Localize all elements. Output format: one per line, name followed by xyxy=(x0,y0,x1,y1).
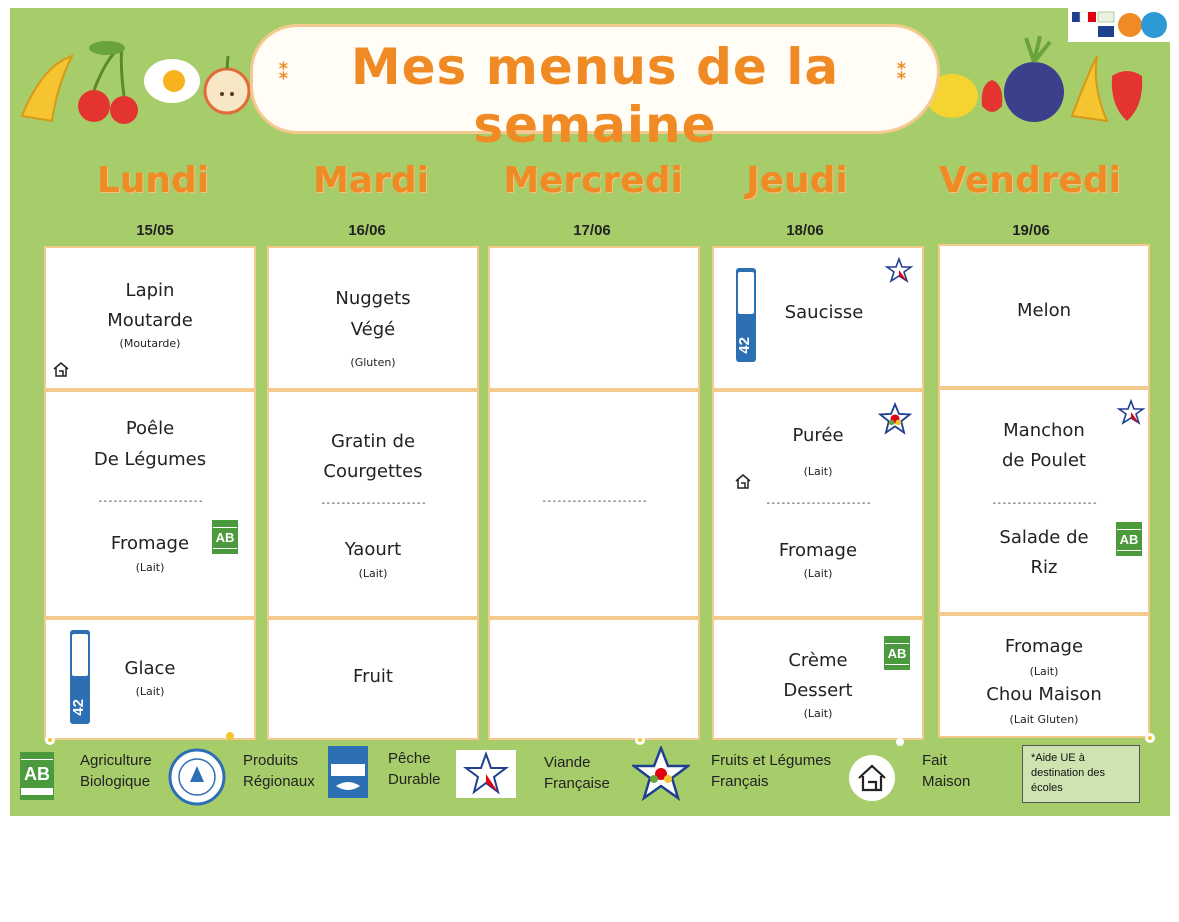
page-title: Mes menus de la semaine xyxy=(350,38,840,154)
dish-name: Glace xyxy=(124,658,176,679)
regional-tag-icon: 42 xyxy=(736,268,756,362)
dish-name: Salade de xyxy=(999,527,1089,548)
viandes-de-france-icon xyxy=(1116,398,1146,428)
dish-name: Riz xyxy=(1030,557,1058,578)
day-name-vendredi: Vendredi xyxy=(939,160,1121,201)
legend-label-bio: Agriculture Biologique xyxy=(80,752,152,790)
day-date-mercredi: 17/06 xyxy=(573,222,611,239)
vendredi-starter-cell xyxy=(938,244,1150,388)
allergen-info: (Lait) xyxy=(803,567,833,580)
dish-name: Melon xyxy=(1016,300,1072,321)
day-name-jeudi: Jeudi xyxy=(746,160,848,201)
house-icon xyxy=(52,360,70,378)
mardi-main-cell xyxy=(267,390,479,618)
dish-name: de Poulet xyxy=(1002,450,1086,471)
dish-name: Dessert xyxy=(783,680,853,701)
ab-badge-icon: AB xyxy=(884,636,910,670)
dish-name: Crème xyxy=(788,650,848,671)
house-icon xyxy=(848,754,896,802)
allergen-info: (Moutarde) xyxy=(119,337,181,350)
separator: --------------------- xyxy=(97,496,203,507)
dish-name: Saucisse xyxy=(784,302,864,323)
dish-name: Fromage xyxy=(1004,636,1084,657)
dish-name: Lapin xyxy=(125,280,175,301)
title-decoration-right: ⁑ xyxy=(896,60,908,85)
region-logo-icon xyxy=(168,748,226,806)
dish-name: Gratin de xyxy=(330,431,416,452)
legend-label-sustainable-fishing: Pêche Durable xyxy=(388,750,441,788)
lundi-main-cell xyxy=(44,390,256,618)
day-date-vendredi: 19/06 xyxy=(1012,222,1050,239)
dish-name: Nuggets xyxy=(335,288,411,309)
allergen-info: (Lait Gluten) xyxy=(1009,713,1079,726)
day-name-mercredi: Mercredi xyxy=(503,160,683,201)
allergen-info: (Lait) xyxy=(358,567,388,580)
viandes-de-france-icon xyxy=(456,750,516,798)
eu-aid-note: *Aide UE à destination des écoles xyxy=(1022,745,1140,803)
ab-logo-icon: AB xyxy=(20,752,54,800)
dish-name: Yaourt xyxy=(344,539,402,560)
day-date-lundi: 15/05 xyxy=(136,222,174,239)
regional-tag-icon: 42 xyxy=(70,630,90,724)
flowers-decoration xyxy=(10,718,1170,748)
day-name-mardi: Mardi xyxy=(313,160,429,201)
separator: --------------------- xyxy=(320,498,426,509)
separator: --------------------- xyxy=(991,498,1097,509)
dish-name: De Légumes xyxy=(93,449,207,470)
legend-label-french-produce: Fruits et Légumes Français xyxy=(711,752,832,790)
mercredi-main-cell xyxy=(488,390,700,618)
vendredi-main-cell xyxy=(938,388,1150,614)
fruits-right-illustration xyxy=(922,36,1152,126)
fruits-legumes-de-france-icon xyxy=(878,402,912,436)
mardi-starter-cell xyxy=(267,246,479,390)
fruits-left-illustration xyxy=(12,36,252,126)
allergen-info: (Lait) xyxy=(135,561,165,574)
day-name-lundi: Lundi xyxy=(96,160,210,201)
day-date-jeudi: 18/06 xyxy=(786,222,824,239)
legend-label-french-meat: Viande Française xyxy=(544,754,610,792)
allergen-info: (Lait) xyxy=(135,685,165,698)
allergen-info: (Lait) xyxy=(803,465,833,478)
mercredi-starter-cell xyxy=(488,246,700,390)
fruits-legumes-de-france-icon xyxy=(632,746,690,802)
dish-name: Végé xyxy=(350,319,396,340)
separator: --------------------- xyxy=(541,496,647,507)
day-date-mardi: 16/06 xyxy=(348,222,386,239)
dish-name: Manchon xyxy=(1003,420,1085,441)
separator: --------------------- xyxy=(765,498,871,509)
dish-name: Fromage xyxy=(778,540,858,561)
legend-label-regional: Produits Régionaux xyxy=(243,752,315,790)
ab-badge-icon: AB xyxy=(212,520,238,554)
lundi-starter-cell xyxy=(44,246,256,390)
dish-name: Fromage xyxy=(110,533,190,554)
jeudi-main-cell xyxy=(712,390,924,618)
dish-name: Poêle xyxy=(125,418,175,439)
jeudi-starter-cell xyxy=(712,246,924,390)
ab-badge-icon: AB xyxy=(1116,522,1142,556)
msc-logo-icon xyxy=(328,746,368,798)
viandes-de-france-icon xyxy=(884,256,914,286)
dish-name: Courgettes xyxy=(323,461,423,482)
dish-name: Purée xyxy=(792,425,844,446)
dish-name: Moutarde xyxy=(107,310,193,331)
house-icon xyxy=(734,472,752,490)
legend-label-homemade: Fait Maison xyxy=(922,752,971,790)
allergen-info: (Gluten) xyxy=(350,356,396,369)
dish-name: Fruit xyxy=(353,666,393,687)
partner-logos xyxy=(1068,8,1170,42)
allergen-info: (Lait) xyxy=(803,707,833,720)
dish-name: Chou Maison xyxy=(986,684,1102,705)
title-decoration-left: ⁑ xyxy=(278,60,290,85)
allergen-info: (Lait) xyxy=(1029,665,1059,678)
